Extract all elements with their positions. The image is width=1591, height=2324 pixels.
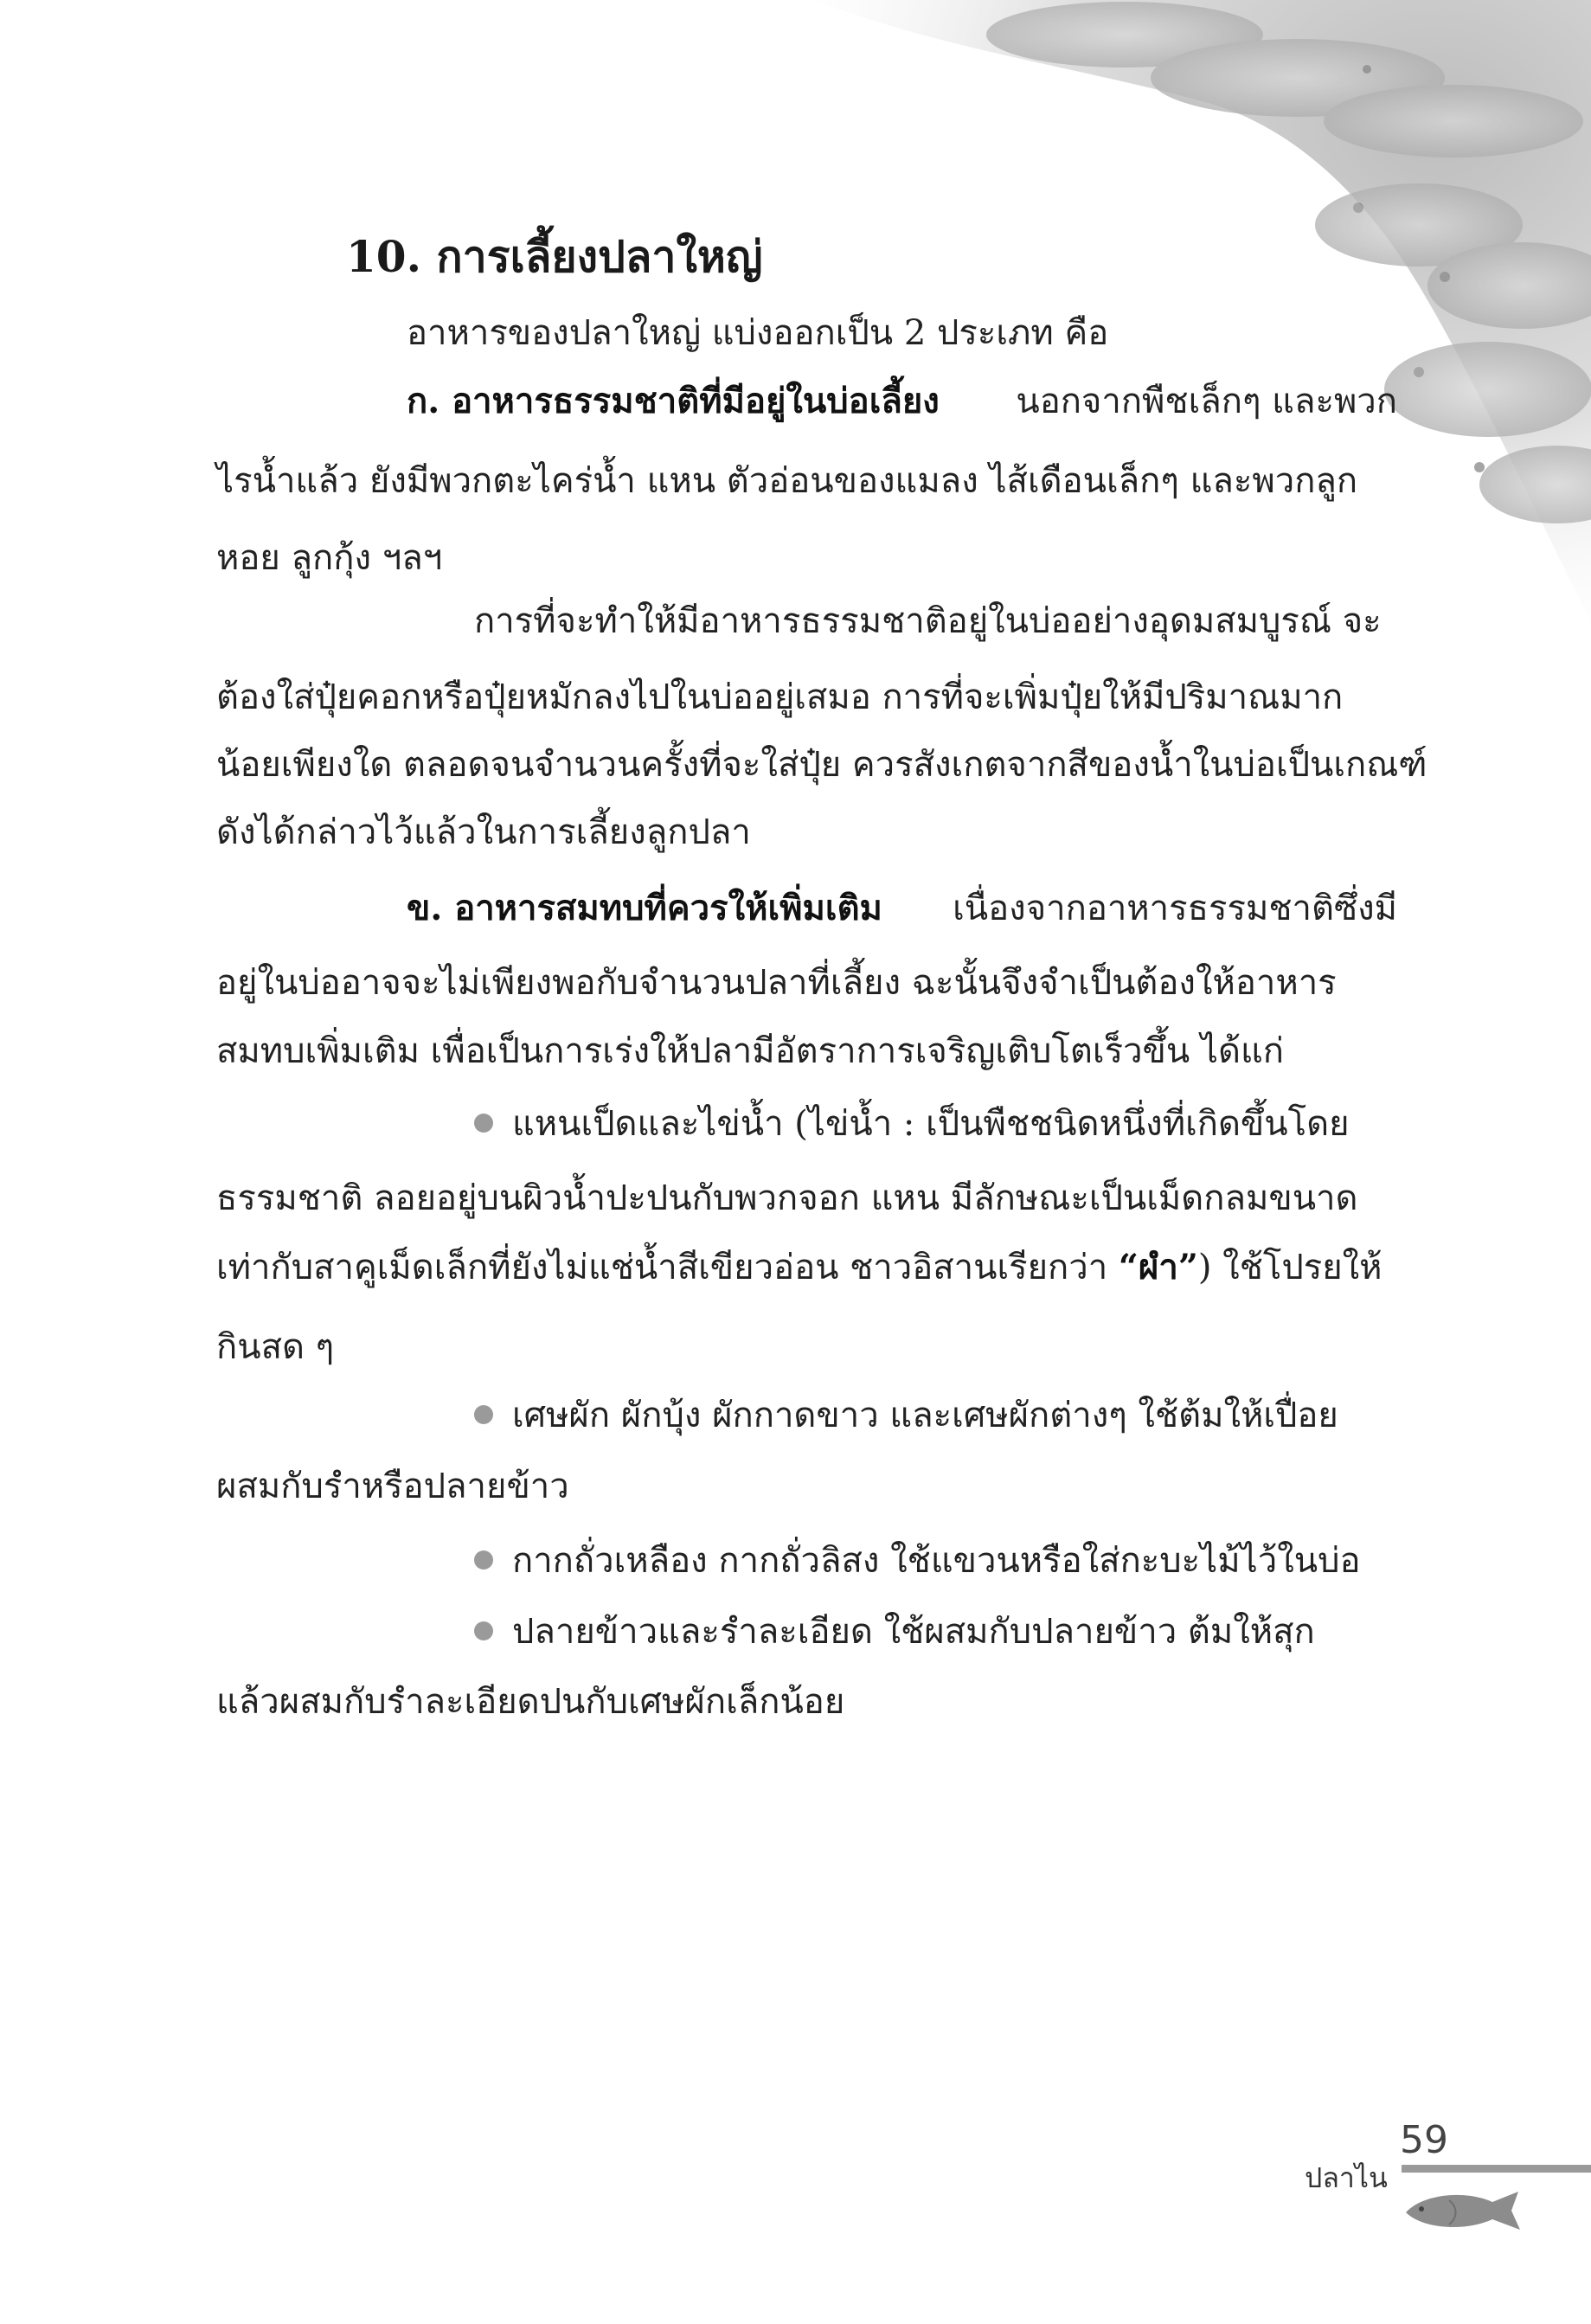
- bullet1-line4: กินสด ๆ: [216, 1327, 335, 1367]
- list-item: [474, 1098, 1397, 1150]
- section-b-line1-rest: เนื่องจากอาหารธรรมชาติซึ่งมี: [953, 889, 1397, 928]
- bullet4-line1: ปลายข้าวและรำละเอียด ใช้ผสมกับปลายข้าว ต้มให้สุก: [512, 1612, 1315, 1652]
- section-a-title: ก. อาหารธรรมชาติที่มีอยู่ในบ่อเลี้ยง: [407, 381, 940, 421]
- bullet1-line3: [216, 1242, 1397, 1294]
- bullet-icon: [474, 1405, 493, 1424]
- bullet1-line3-pre: เท่ากับสาคูเม็ดเล็กที่ยังไม่แช่น้ำสีเขียวอ่อน ชาวอิสานเรียกว่า: [216, 1248, 1108, 1287]
- bullet-icon: [474, 1114, 493, 1133]
- section-heading: 10. การเลี้ยงปลาใหญ่: [346, 231, 763, 282]
- para2-line3: น้อยเพียงใด ตลอดจนจำนวนครั้งที่จะใส่ปุ๋ย ควรสังเกตจากสีของน้ำในบ่อเป็นเกณฑ์: [216, 745, 1427, 785]
- list-item: [474, 1390, 1397, 1441]
- list-item: [474, 1606, 1397, 1658]
- para2-line2: ต้องใส่ปุ๋ยคอกหรือปุ๋ยหมักลงไปในบ่ออยู่เสมอ การที่จะเพิ่มปุ๋ยให้มีปริมาณมาก: [216, 677, 1344, 717]
- bullet2-line1: เศษผัก ผักบุ้ง ผักกาดขาว และเศษผักต่างๆ ใช้ต้มให้เปื่อย: [512, 1396, 1338, 1435]
- section-b-line3: สมทบเพิ่มเติม เพื่อเป็นการเร่งให้ปลามีอัตราการเจริญเติบโตเร็วขึ้น ได้แก่: [216, 1031, 1285, 1071]
- footer-rule: [1402, 2165, 1591, 2173]
- bullet-icon: [474, 1621, 493, 1640]
- section-b-line2: อยู่ในบ่ออาจจะไม่เพียงพอกับจำนวนปลาที่เลี้ยง ฉะนั้นจึงจำเป็นต้องให้อาหาร: [216, 963, 1337, 1003]
- bullet4-line2: แล้วผสมกับรำละเอียดปนกับเศษผักเล็กน้อย: [216, 1682, 845, 1722]
- intro-text: อาหารของปลาใหญ่ แบ่งออกเป็น 2 ประเภท คือ: [407, 313, 1109, 353]
- page-number: 59: [1400, 2118, 1448, 2162]
- bullet1-line1: แหนเป็ดและไข่น้ำ (ไข่น้ำ : เป็นพืชชนิดหนึ่งที่เกิดขึ้นโดย: [512, 1104, 1350, 1144]
- section-b-title: ข. อาหารสมทบที่ควรให้เพิ่มเติม: [407, 888, 882, 928]
- fish-icon: [1397, 2185, 1527, 2237]
- bullet1-line3-post: ) ใช้โปรยให้: [1197, 1248, 1383, 1287]
- bullet2-line2: ผสมกับรำหรือปลายข้าว: [216, 1467, 569, 1506]
- para2-line4: ดังได้กล่าวไว้แล้วในการเลี้ยงลูกปลา: [216, 812, 751, 852]
- section-a-first-line: [407, 376, 1397, 427]
- bullet-icon: [474, 1550, 493, 1570]
- section-a-line3: หอย ลูกกุ้ง ฯลฯ: [216, 538, 443, 578]
- section-a-line2: ไรน้ำแล้ว ยังมีพวกตะไคร่น้ำ แหน ตัวอ่อนของแมลง ไส้เดือนเล็กๆ และพวกลูก: [216, 461, 1358, 501]
- bullet1-line2: ธรรมชาติ ลอยอยู่บนผิวน้ำปะปนกับพวกจอก แหน มีลักษณะเป็นเม็ดกลมขนาด: [216, 1178, 1358, 1218]
- footer-label: ปลาไน: [1305, 2161, 1388, 2194]
- section-b-first-line: [407, 883, 1397, 934]
- bullet1-line3-term: “ผำ”: [1118, 1247, 1198, 1287]
- bullet3-line1: กากถั่วเหลือง กากถั่วลิสง ใช้แขวนหรือใส่กะบะไม้ไว้ในบ่อ: [512, 1541, 1361, 1581]
- section-a-line1-rest: นอกจากพืชเล็กๆ และพวก: [1016, 382, 1397, 421]
- para2-line1: การที่จะทำให้มีอาหารธรรมชาติอยู่ในบ่ออย่างอุดมสมบูรณ์ จะ: [474, 601, 1382, 641]
- list-item: [474, 1535, 1397, 1587]
